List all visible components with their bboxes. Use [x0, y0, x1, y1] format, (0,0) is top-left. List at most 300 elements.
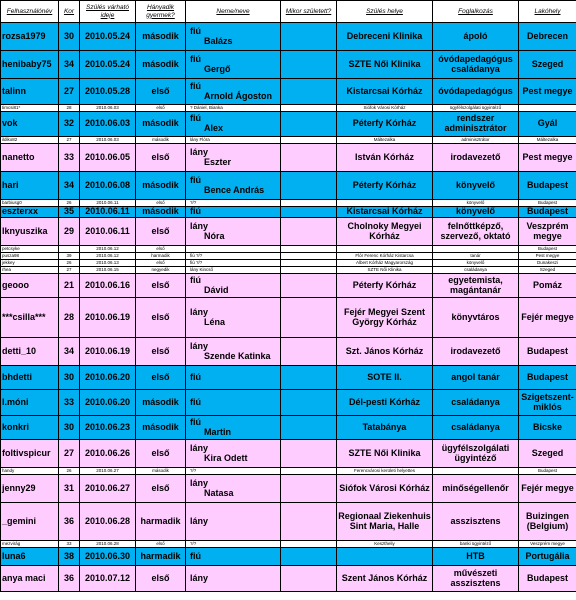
cell-age[interactable]: 32	[59, 112, 80, 137]
cell-due-date[interactable]: 2010.06.19	[80, 298, 136, 338]
cell-sex-name[interactable]: lány	[186, 503, 281, 541]
cell-occupation[interactable]: banki ügyintéző	[433, 541, 519, 548]
cell-age[interactable]: 26	[59, 200, 80, 207]
cell-child-order[interactable]: első	[136, 566, 186, 592]
table-row	[1, 137, 576, 144]
cell-birth-place[interactable]: Siófok Városi Kórház	[337, 475, 433, 503]
cell-residence[interactable]: Dunakeszi	[519, 260, 576, 267]
cell-sex-name[interactable]: lány Kincső	[186, 267, 281, 274]
cell-born[interactable]	[281, 218, 337, 246]
cell-sex-name[interactable]: ?/?	[186, 200, 281, 207]
cell-username[interactable]: bhdetti	[1, 366, 59, 390]
cell-residence[interactable]: Buizingen (Belgium)	[519, 503, 576, 541]
cell-username[interactable]: foltivspicur	[1, 440, 59, 468]
cell-born[interactable]	[281, 267, 337, 274]
table-row	[1, 253, 576, 260]
cell-due-date[interactable]: 2010.05.24	[80, 23, 136, 51]
cell-username[interactable]: konkri	[1, 416, 59, 440]
cell-sex: lány	[190, 306, 209, 317]
cell-sex-name[interactable]: fiú	[186, 390, 281, 416]
table-row	[1, 144, 576, 172]
cell-birth-place[interactable]	[337, 246, 433, 253]
cell-born[interactable]	[281, 338, 337, 366]
table-row	[1, 566, 576, 592]
cell-occupation[interactable]: egyetemista, magántanár	[433, 274, 519, 298]
cell-age[interactable]: 30	[59, 23, 80, 51]
cell-birth-place[interactable]: Albert Kórház Magyarország	[337, 260, 433, 267]
cell-due-date[interactable]: 2010.06.12	[80, 253, 136, 260]
cell-occupation[interactable]: művészeti asszisztens	[433, 566, 519, 592]
cell-username[interactable]: _gemini	[1, 503, 59, 541]
cell-born[interactable]	[281, 253, 337, 260]
cell-due-date[interactable]: 2010.06.05	[80, 144, 136, 172]
cell-sex: lány	[190, 220, 209, 231]
cell-baby-name: Nóra	[204, 230, 225, 241]
cell-birth-place[interactable]: Kesztheliy	[337, 541, 433, 548]
cell-age[interactable]: 34	[59, 338, 80, 366]
cell-residence[interactable]: Budapest	[519, 200, 576, 207]
cell-username[interactable]: rhea	[1, 267, 59, 274]
cell-age[interactable]: 36	[59, 503, 80, 541]
cell-baby-name: Léna	[204, 316, 226, 327]
cell-username[interactable]: timcsi81*	[1, 105, 59, 112]
cell-occupation[interactable]: családanya	[433, 390, 519, 416]
cell-username[interactable]: ***csilla***	[1, 298, 59, 338]
cell-child-order[interactable]: harmadik	[136, 253, 186, 260]
cell-sex: fiú	[190, 416, 201, 427]
cell-due-date[interactable]: 2010.06.20	[80, 366, 136, 390]
cell-baby-name: Eszter	[204, 156, 232, 167]
cell-due-date[interactable]: 2010.06.27	[80, 475, 136, 503]
cell-username[interactable]: pusza98	[1, 253, 59, 260]
cell-username[interactable]: jekkey	[1, 260, 59, 267]
cell-occupation[interactable]: óvódapedagógus	[433, 79, 519, 105]
cell-birth-place[interactable]: SZTE Női Klinika	[337, 267, 433, 274]
cell-residence[interactable]: Szeged	[519, 51, 576, 79]
cell-child-order[interactable]: második	[136, 468, 186, 475]
cell-born[interactable]	[281, 298, 337, 338]
cell-born[interactable]	[281, 79, 337, 105]
cell-child-order[interactable]: első	[136, 366, 186, 390]
cell-occupation[interactable]	[433, 246, 519, 253]
cell-age[interactable]: 26	[59, 468, 80, 475]
cell-born[interactable]	[281, 112, 337, 137]
cell-occupation[interactable]: tanár	[433, 253, 519, 260]
cell-occupation[interactable]: irodavezető	[433, 338, 519, 366]
cell-occupation[interactable]: könyvelő	[433, 260, 519, 267]
cell-residence[interactable]: Pest megye	[519, 144, 576, 172]
cell-birth-place[interactable]: Péterfy Kórház	[337, 172, 433, 200]
cell-child-order[interactable]: második	[136, 112, 186, 137]
cell-due-date[interactable]: 2010.06.28	[80, 541, 136, 548]
cell-child-order[interactable]: első	[136, 541, 186, 548]
cell-birth-place[interactable]: Péterfy Kórház	[337, 112, 433, 137]
cell-child-order[interactable]: negyedik	[136, 267, 186, 274]
cell-occupation[interactable]: családanya	[433, 267, 519, 274]
cell-sex: fiú	[190, 113, 201, 124]
cell-born[interactable]	[281, 475, 337, 503]
cell-age[interactable]: 26	[59, 260, 80, 267]
cell-username[interactable]: barbiusg0	[1, 200, 59, 207]
cell-sex-name[interactable]	[186, 298, 281, 338]
cell-birth-place[interactable]: Kistarcsai Kórház	[337, 79, 433, 105]
cell-sex-name[interactable]: ?/?	[186, 541, 281, 548]
cell-residence[interactable]: Budapest	[519, 172, 576, 200]
cell-residence[interactable]: Budapest	[519, 246, 576, 253]
cell-age[interactable]: 34	[59, 51, 80, 79]
cell-residence[interactable]: Debrecen	[519, 23, 576, 51]
cell-sex-name[interactable]	[186, 440, 281, 468]
cell-residence[interactable]: Budapest	[519, 207, 576, 218]
cell-baby-name: Martin	[204, 426, 231, 437]
cell-age[interactable]: 27	[59, 440, 80, 468]
cell-sex-name[interactable]	[186, 112, 281, 137]
header-row	[1, 1, 576, 23]
cell-sex: lány	[190, 442, 209, 453]
cell-child-order[interactable]: második	[136, 390, 186, 416]
table-row	[1, 79, 576, 105]
cell-born[interactable]	[281, 416, 337, 440]
cell-residence[interactable]: Budapest	[519, 468, 576, 475]
cell-sex-name[interactable]: fiú ?/?	[186, 260, 281, 267]
cell-occupation[interactable]: minőségellenőr	[433, 475, 519, 503]
cell-age[interactable]: 30	[59, 366, 80, 390]
table-row	[1, 298, 576, 338]
cell-age[interactable]: 27	[59, 137, 80, 144]
cell-child-order[interactable]: második	[136, 51, 186, 79]
cell-due-date[interactable]: 2010.06.08	[80, 172, 136, 200]
cell-username[interactable]: luna6	[1, 548, 59, 566]
cell-age[interactable]: 21	[59, 274, 80, 298]
cell-birth-place[interactable]: Cholnoky Megyei Kórház	[337, 218, 433, 246]
cell-sex-name[interactable]	[186, 274, 281, 298]
cell-birth-place[interactable]: SZTE Női Klinika	[337, 440, 433, 468]
table-row	[1, 246, 576, 253]
cell-due-date[interactable]: 2010.06.11	[80, 218, 136, 246]
cell-child-order[interactable]: második	[136, 172, 186, 200]
cell-due-date[interactable]: 2010.06.03	[80, 137, 136, 144]
cell-born[interactable]	[281, 172, 337, 200]
header-foglalkozas[interactable]: Foglalkozás	[433, 1, 519, 23]
header-mikor-szuletett[interactable]: Mikor született?	[281, 1, 337, 23]
cell-occupation[interactable]: HTB	[433, 548, 519, 566]
cell-occupation[interactable]: felnőttképző, szervező, oktató	[433, 218, 519, 246]
cell-age[interactable]: 28	[59, 105, 80, 112]
table-row	[1, 541, 576, 548]
cell-sex: fiú	[190, 174, 201, 185]
cell-username[interactable]: detti_10	[1, 338, 59, 366]
cell-birth-place[interactable]	[337, 200, 433, 207]
cell-username[interactable]: talinn	[1, 79, 59, 105]
cell-born[interactable]	[281, 366, 337, 390]
cell-baby-name: Szende Katinka	[204, 350, 271, 361]
cell-sex-name[interactable]	[186, 23, 281, 51]
cell-child-order[interactable]: harmadik	[136, 503, 186, 541]
cell-birth-place[interactable]: Fejér Megyei Szent György Kórház	[337, 298, 433, 338]
cell-age[interactable]: 29	[59, 218, 80, 246]
cell-age[interactable]	[59, 246, 80, 253]
header-szules-helye[interactable]: Szülés helye	[337, 1, 433, 23]
cell-birth-place[interactable]	[337, 548, 433, 566]
cell-birth-place[interactable]: István Kórház	[337, 144, 433, 172]
cell-sex-name[interactable]	[186, 51, 281, 79]
cell-sex-name[interactable]: fiú	[186, 207, 281, 218]
cell-occupation[interactable]: rendszer adminisztrátor	[433, 112, 519, 137]
cell-birth-place[interactable]: Tatabánya	[337, 416, 433, 440]
cell-due-date[interactable]: 2010.06.11	[80, 207, 136, 218]
cell-age[interactable]: 33	[59, 144, 80, 172]
cell-occupation[interactable]: könyvelő	[433, 172, 519, 200]
cell-child-order[interactable]: harmadik	[136, 548, 186, 566]
cell-residence[interactable]: Budapest	[519, 338, 576, 366]
cell-residence[interactable]: Veszprém megye	[519, 541, 576, 548]
cell-username[interactable]: jenny29	[1, 475, 59, 503]
cell-born[interactable]	[281, 246, 337, 253]
cell-age[interactable]: 35	[59, 207, 80, 218]
cell-child-order[interactable]: első	[136, 105, 186, 112]
cell-sex-name[interactable]	[186, 475, 281, 503]
cell-residence[interactable]: Pest megye	[519, 79, 576, 105]
cell-child-order[interactable]: első	[136, 260, 186, 267]
cell-username[interactable]: handy	[1, 468, 59, 475]
cell-username[interactable]: henibaby75	[1, 51, 59, 79]
cell-due-date[interactable]: 2010.06.03	[80, 105, 136, 112]
cell-due-date[interactable]: 2010.06.16	[80, 274, 136, 298]
cell-occupation[interactable]: ügyfélszolgálati ügyintéző	[433, 440, 519, 468]
cell-born[interactable]	[281, 541, 337, 548]
cell-born[interactable]	[281, 51, 337, 79]
cell-age[interactable]: 27	[59, 267, 80, 274]
cell-age[interactable]: 34	[59, 172, 80, 200]
cell-age[interactable]: 38	[59, 548, 80, 566]
cell-birth-place[interactable]: Siófok Városi Kórház	[337, 105, 433, 112]
cell-occupation[interactable]: ügyfélszolgálati ügyintéző	[433, 105, 519, 112]
cell-age[interactable]: 39	[59, 253, 80, 260]
cell-due-date[interactable]: 2010.06.13	[80, 260, 136, 267]
cell-due-date[interactable]: 2010.06.23	[80, 416, 136, 440]
table-row	[1, 338, 576, 366]
cell-username[interactable]: mezvirág	[1, 541, 59, 548]
cell-born[interactable]	[281, 548, 337, 566]
cell-occupation[interactable]: adminisztrátor	[433, 137, 519, 144]
cell-born[interactable]	[281, 23, 337, 51]
cell-birth-place[interactable]: Dél-pesti Kórház	[337, 390, 433, 416]
cell-age[interactable]: 27	[59, 79, 80, 105]
table-row	[1, 440, 576, 468]
cell-sex: fiú	[190, 80, 201, 91]
cell-residence[interactable]: Fejér megye	[519, 475, 576, 503]
cell-sex-name[interactable]: fiú	[186, 366, 281, 390]
cell-born[interactable]	[281, 440, 337, 468]
table-row	[1, 274, 576, 298]
cell-child-order[interactable]: első	[136, 338, 186, 366]
header-kor[interactable]: Kor	[59, 1, 80, 23]
cell-due-date[interactable]: 2010.06.15	[80, 267, 136, 274]
table-row	[1, 23, 576, 51]
cell-residence[interactable]	[519, 105, 576, 112]
cell-username[interactable]: rozsa1979	[1, 23, 59, 51]
cell-sex-name[interactable]: lány	[186, 566, 281, 592]
cell-residence[interactable]: Szigetszent-miklós	[519, 390, 576, 416]
header-hanyadik-gyermek[interactable]: Hányadik gyermek?	[136, 1, 186, 23]
cell-sex-name[interactable]: fiú	[186, 548, 281, 566]
cell-sex-name[interactable]	[186, 172, 281, 200]
cell-child-order[interactable]: első	[136, 440, 186, 468]
cell-residence[interactable]: Fejér megye	[519, 298, 576, 338]
cell-born[interactable]	[281, 207, 337, 218]
cell-child-order[interactable]: első	[136, 475, 186, 503]
cell-sex-name[interactable]	[186, 246, 281, 253]
cell-born[interactable]	[281, 390, 337, 416]
cell-username[interactable]: l.móni	[1, 390, 59, 416]
header-neme-neve[interactable]: Neme/neve	[186, 1, 281, 23]
cell-child-order[interactable]: második	[136, 416, 186, 440]
cell-username[interactable]: petcsyke	[1, 246, 59, 253]
cell-baby-name: Arnold Ágoston	[204, 90, 272, 101]
cell-baby-name: Alex	[204, 123, 224, 133]
cell-occupation[interactable]: könyvtáros	[433, 298, 519, 338]
cell-due-date[interactable]: 2010.06.30	[80, 548, 136, 566]
cell-child-order[interactable]: első	[136, 79, 186, 105]
cell-username[interactable]: eszterxx	[1, 207, 59, 218]
cell-occupation[interactable]: irodavezető	[433, 144, 519, 172]
cell-occupation[interactable]: családanya	[433, 416, 519, 440]
cell-birth-place[interactable]: Szt. János Kórház	[337, 338, 433, 366]
cell-child-order[interactable]: első	[136, 298, 186, 338]
cell-username[interactable]: anya maci	[1, 566, 59, 592]
cell-sex-name[interactable]	[186, 144, 281, 172]
cell-occupation[interactable]: ápoló	[433, 23, 519, 51]
cell-due-date[interactable]: 2010.06.27	[80, 468, 136, 475]
cell-due-date[interactable]: 2010.06.20	[80, 390, 136, 416]
table-row	[1, 267, 576, 274]
cell-born[interactable]	[281, 200, 337, 207]
cell-born[interactable]	[281, 566, 337, 592]
cell-birth-place[interactable]: Máltezalka	[337, 137, 433, 144]
cell-username[interactable]: hari	[1, 172, 59, 200]
cell-sex-name[interactable]	[186, 218, 281, 246]
cell-occupation[interactable]	[433, 468, 519, 475]
cell-birth-place[interactable]: Ferencvárosi kerületi helyettes	[337, 468, 433, 475]
cell-age[interactable]: 36	[59, 566, 80, 592]
cell-due-date[interactable]: 2010.05.28	[80, 79, 136, 105]
cell-sex-name[interactable]	[186, 79, 281, 105]
cell-child-order[interactable]: első	[136, 200, 186, 207]
cell-birth-place[interactable]: Péterfy Kórház	[337, 274, 433, 298]
cell-born[interactable]	[281, 137, 337, 144]
cell-birth-place[interactable]: Debreceni Klinika	[337, 23, 433, 51]
cell-due-date[interactable]: 2010.06.12	[80, 246, 136, 253]
cell-age[interactable]: 33	[59, 541, 80, 548]
table-row	[1, 475, 576, 503]
cell-username[interactable]: vok	[1, 112, 59, 137]
table-row	[1, 260, 576, 267]
cell-baby-name: Bence András	[204, 184, 265, 195]
cell-username[interactable]: ildiko82	[1, 137, 59, 144]
cell-residence[interactable]: Budapest	[519, 366, 576, 390]
cell-residence[interactable]: Szeged	[519, 440, 576, 468]
cell-residence[interactable]: Gyál	[519, 112, 576, 137]
cell-username[interactable]: nanetto	[1, 144, 59, 172]
cell-occupation[interactable]: asszisztens	[433, 503, 519, 541]
cell-username[interactable]: lknyuszika	[1, 218, 59, 246]
cell-residence[interactable]: Bicske	[519, 416, 576, 440]
cell-born[interactable]	[281, 144, 337, 172]
cell-due-date[interactable]: 2010.06.28	[80, 503, 136, 541]
cell-occupation[interactable]: angol tanár	[433, 366, 519, 390]
cell-residence[interactable]: Máltezalka	[519, 137, 576, 144]
cell-child-order[interactable]: második	[136, 207, 186, 218]
cell-birth-place[interactable]: Regionaal Ziekenhuis Sint Maria, Halle	[337, 503, 433, 541]
cell-residence[interactable]: Szeged	[519, 267, 576, 274]
cell-sex-name[interactable]: ? Dániel, Bianka	[186, 105, 281, 112]
cell-child-order[interactable]: első	[136, 218, 186, 246]
cell-born[interactable]	[281, 503, 337, 541]
cell-sex-name[interactable]	[186, 416, 281, 440]
cell-due-date[interactable]: 2010.07.12	[80, 566, 136, 592]
cell-age[interactable]: 33	[59, 390, 80, 416]
cell-due-date[interactable]: 2010.06.03	[80, 112, 136, 137]
cell-sex-name[interactable]: lány Flóra	[186, 137, 281, 144]
cell-birth-place[interactable]: SOTE II.	[337, 366, 433, 390]
header-szules-varhato-ideje[interactable]: Szülés várható ideje	[80, 1, 136, 23]
cell-residence[interactable]: Veszprém megye	[519, 218, 576, 246]
cell-born[interactable]	[281, 468, 337, 475]
cell-child-order[interactable]: első	[136, 144, 186, 172]
cell-age[interactable]: 31	[59, 475, 80, 503]
cell-baby-name: Natasa	[204, 487, 234, 498]
cell-sex-name[interactable]	[186, 338, 281, 366]
cell-born[interactable]	[281, 260, 337, 267]
cell-due-date[interactable]: 2010.06.11	[80, 200, 136, 207]
cell-age[interactable]: 30	[59, 416, 80, 440]
cell-residence[interactable]: Pomáz	[519, 274, 576, 298]
cell-occupation[interactable]: óvódapedagógus családanya	[433, 51, 519, 79]
cell-occupation[interactable]: könyvelő	[433, 200, 519, 207]
cell-birth-place[interactable]: Szent János Kórház	[337, 566, 433, 592]
cell-residence[interactable]: Portugália	[519, 548, 576, 566]
cell-sex-name[interactable]: ?/?	[186, 468, 281, 475]
header-lakohely[interactable]: Lakóhely	[519, 1, 576, 23]
cell-birth-place[interactable]: Kistarcsai Kórház	[337, 207, 433, 218]
cell-residence[interactable]: Pest megye	[519, 253, 576, 260]
cell-born[interactable]	[281, 105, 337, 112]
cell-due-date[interactable]: 2010.06.19	[80, 338, 136, 366]
cell-age[interactable]: 28	[59, 298, 80, 338]
cell-birth-place[interactable]: Flór Ferenc Kórház Kistarcsa	[337, 253, 433, 260]
cell-birth-place[interactable]: SZTE Női Klinika	[337, 51, 433, 79]
cell-residence[interactable]: Budapest	[519, 566, 576, 592]
cell-child-order[interactable]: második	[136, 23, 186, 51]
cell-username[interactable]: geooo	[1, 274, 59, 298]
table-row	[1, 416, 576, 440]
cell-born[interactable]	[281, 274, 337, 298]
header-felhasznalonev[interactable]: Felhasználónév	[1, 1, 59, 23]
cell-sex-name[interactable]: fiú ?/?	[186, 253, 281, 260]
cell-occupation[interactable]: könyvelő	[433, 207, 519, 218]
table-row	[1, 207, 576, 218]
table-row	[1, 112, 576, 137]
cell-child-order[interactable]: első	[136, 274, 186, 298]
table-row	[1, 390, 576, 416]
table-row	[1, 218, 576, 246]
cell-due-date[interactable]: 2010.05.24	[80, 51, 136, 79]
cell-child-order[interactable]: második	[136, 137, 186, 144]
cell-baby-name: Dávid	[204, 284, 229, 295]
table-row	[1, 468, 576, 475]
cell-due-date[interactable]: 2010.06.26	[80, 440, 136, 468]
cell-child-order[interactable]: első	[136, 246, 186, 253]
